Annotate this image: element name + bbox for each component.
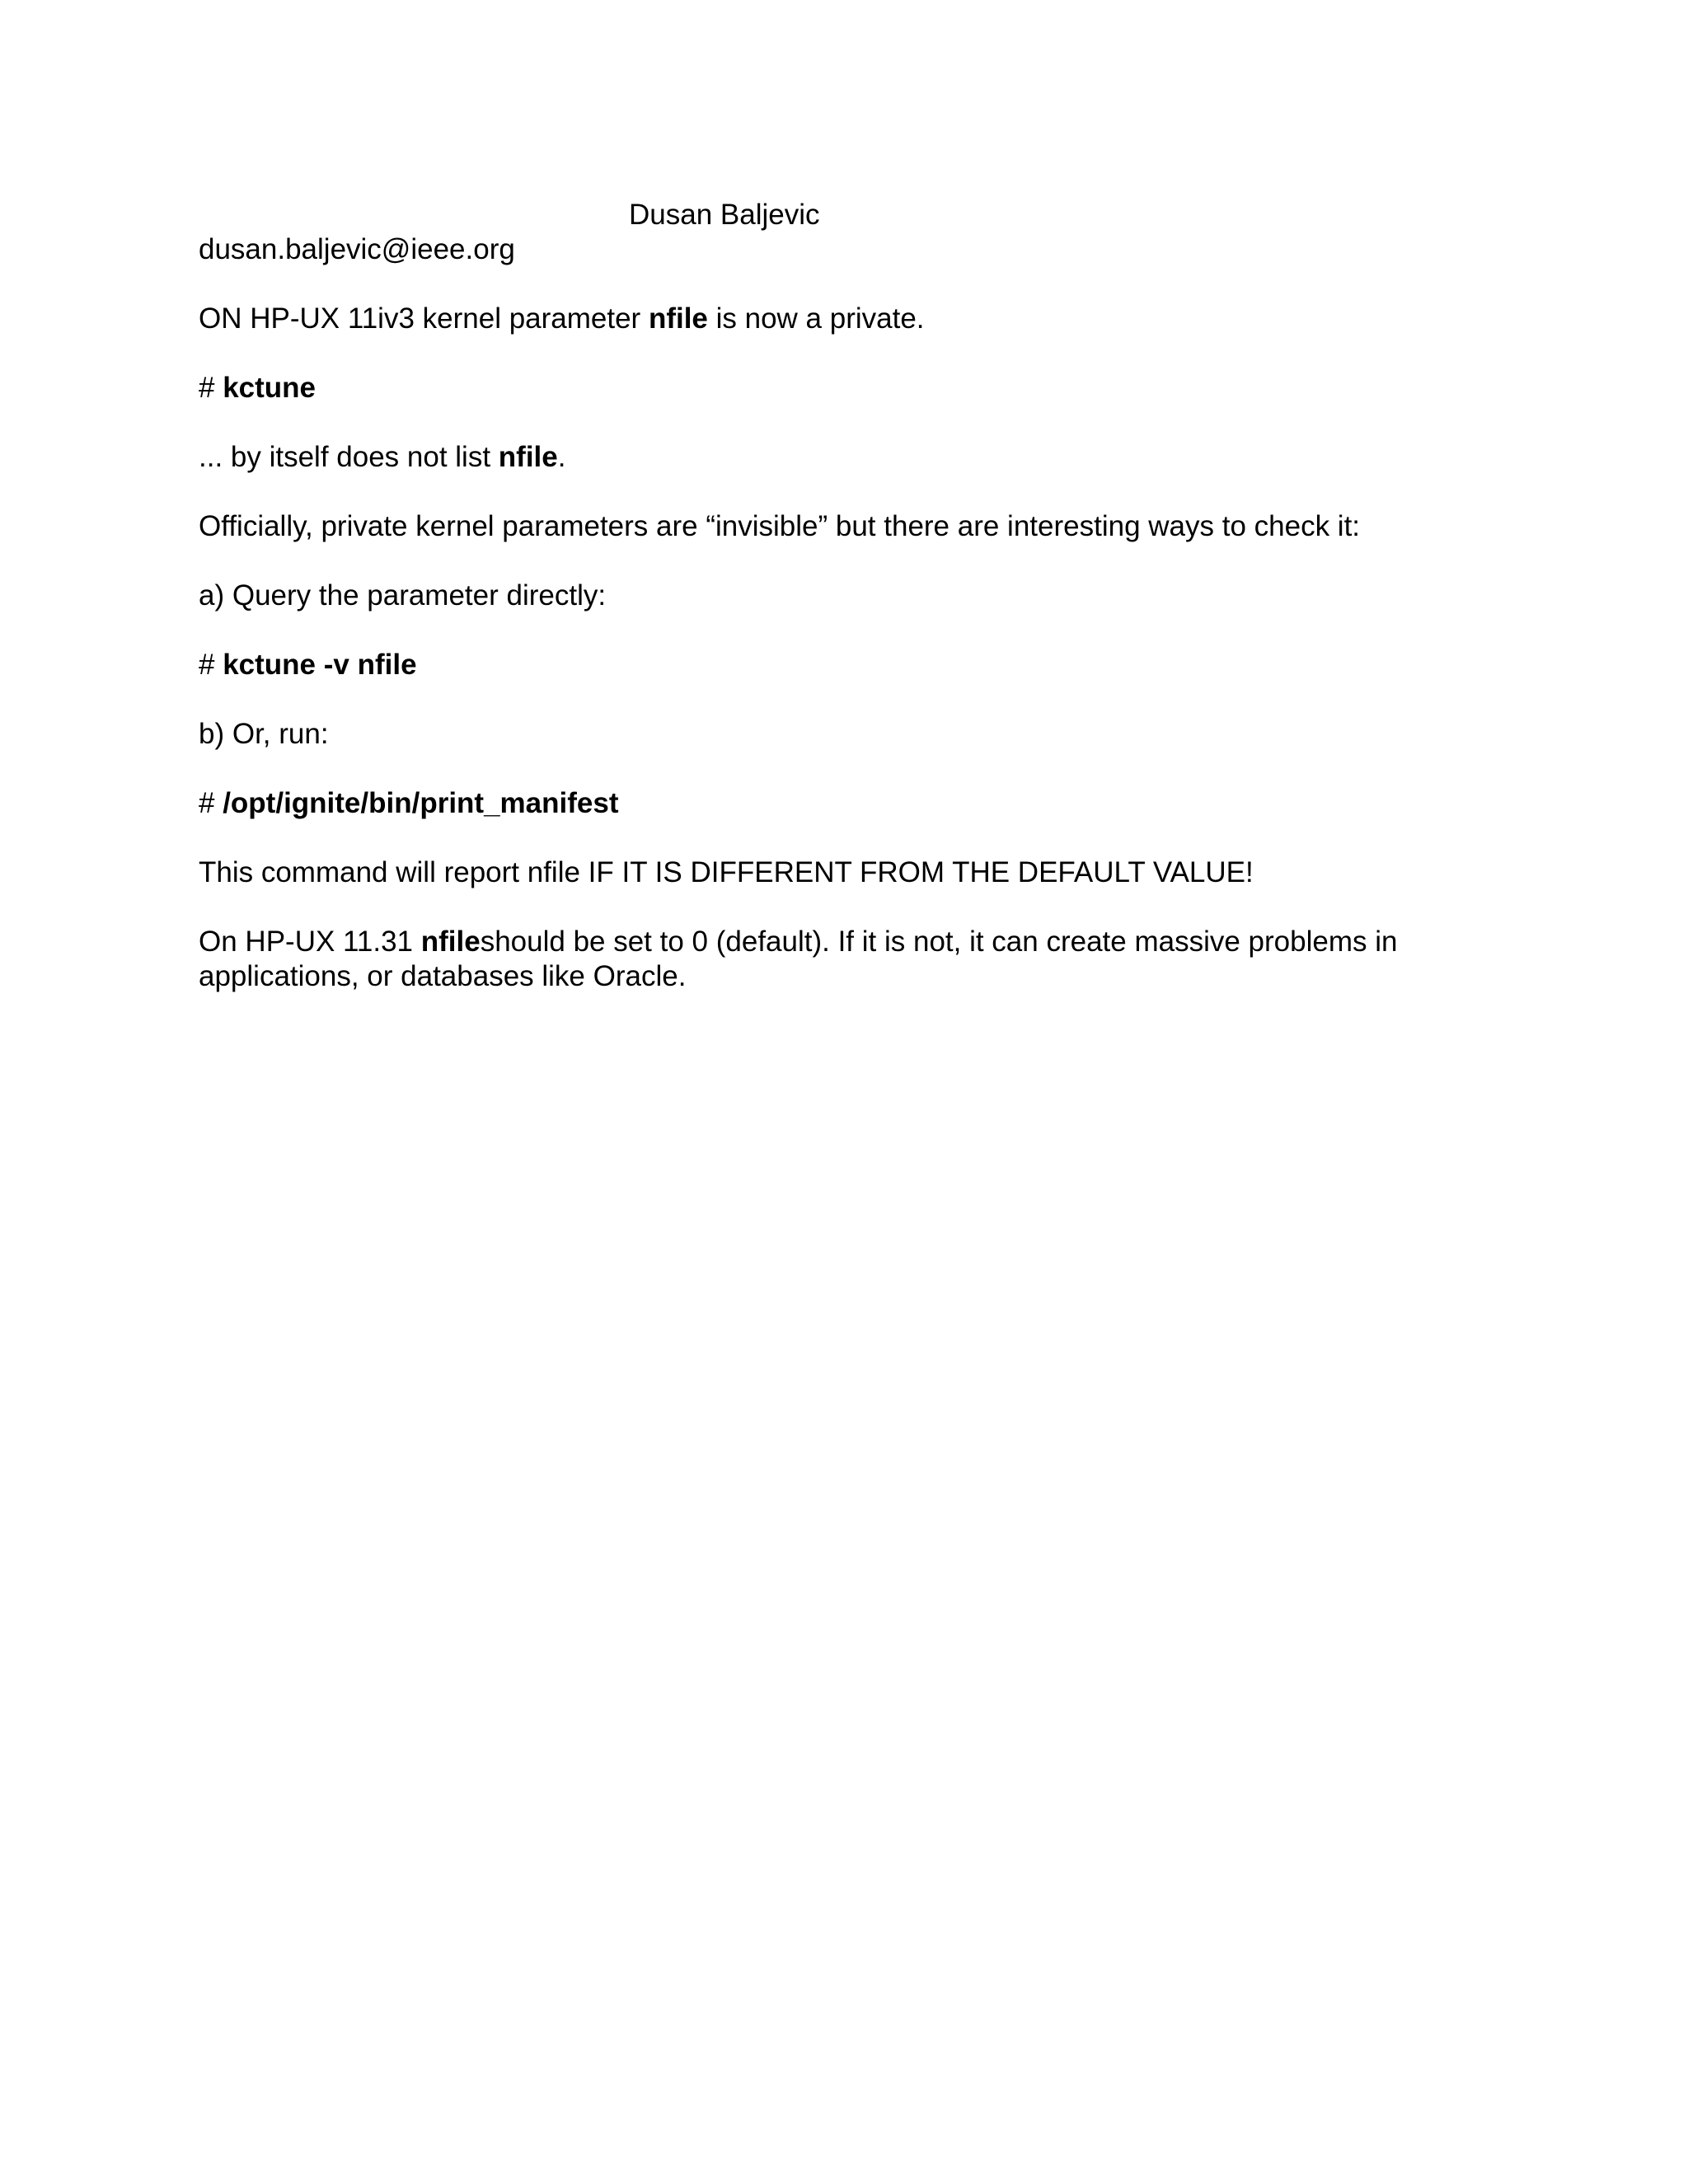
intro-text-after: is now a private. [707,302,925,335]
command-text: /opt/ignite/bin/print_manifest [223,787,619,819]
command-kctune-v-nfile [199,648,417,682]
command-print-manifest [199,786,618,821]
command-prompt: # [199,372,223,404]
command-prompt: # [199,787,223,819]
command-prompt: # [199,649,223,681]
command-kctune [199,371,316,405]
default-value-paragraph-line2: applications, or databases like Oracle. [199,960,687,992]
option-a-paragraph: a) Query the parameter directly: [199,579,607,612]
default-text-after: should be set to 0 (default). If it is not, it can create massive problems in [480,926,1398,958]
report-note-paragraph: This command will report nfile IF IT IS DIFFERENT FROM THE DEFAULT VALUE! [199,856,1254,888]
private-params-paragraph: Officially, private kernel parameters are “invisible” but there are interesting ways to check it: [199,510,1361,542]
intro-paragraph [199,302,925,336]
author-email: dusan.baljevic@ieee.org [199,233,515,265]
command-text: kctune [223,372,316,404]
intro-param-name: nfile [648,302,708,335]
option-b-paragraph: b) Or, run: [199,718,329,750]
default-value-paragraph [199,925,1397,959]
command-text: kctune -v nfile [223,649,417,681]
kctune-note-paragraph [199,440,565,475]
note-param-name: nfile [498,441,558,473]
note-text-before: ... by itself does not list [199,441,499,473]
note-text-after: . [557,441,566,473]
default-text-before: On HP-UX 11.31 [199,926,421,958]
author-name: Dusan Baljevic [629,199,820,231]
default-param-name: nfile [420,926,481,958]
intro-text-before: ON HP-UX 11iv3 kernel parameter [199,302,649,335]
